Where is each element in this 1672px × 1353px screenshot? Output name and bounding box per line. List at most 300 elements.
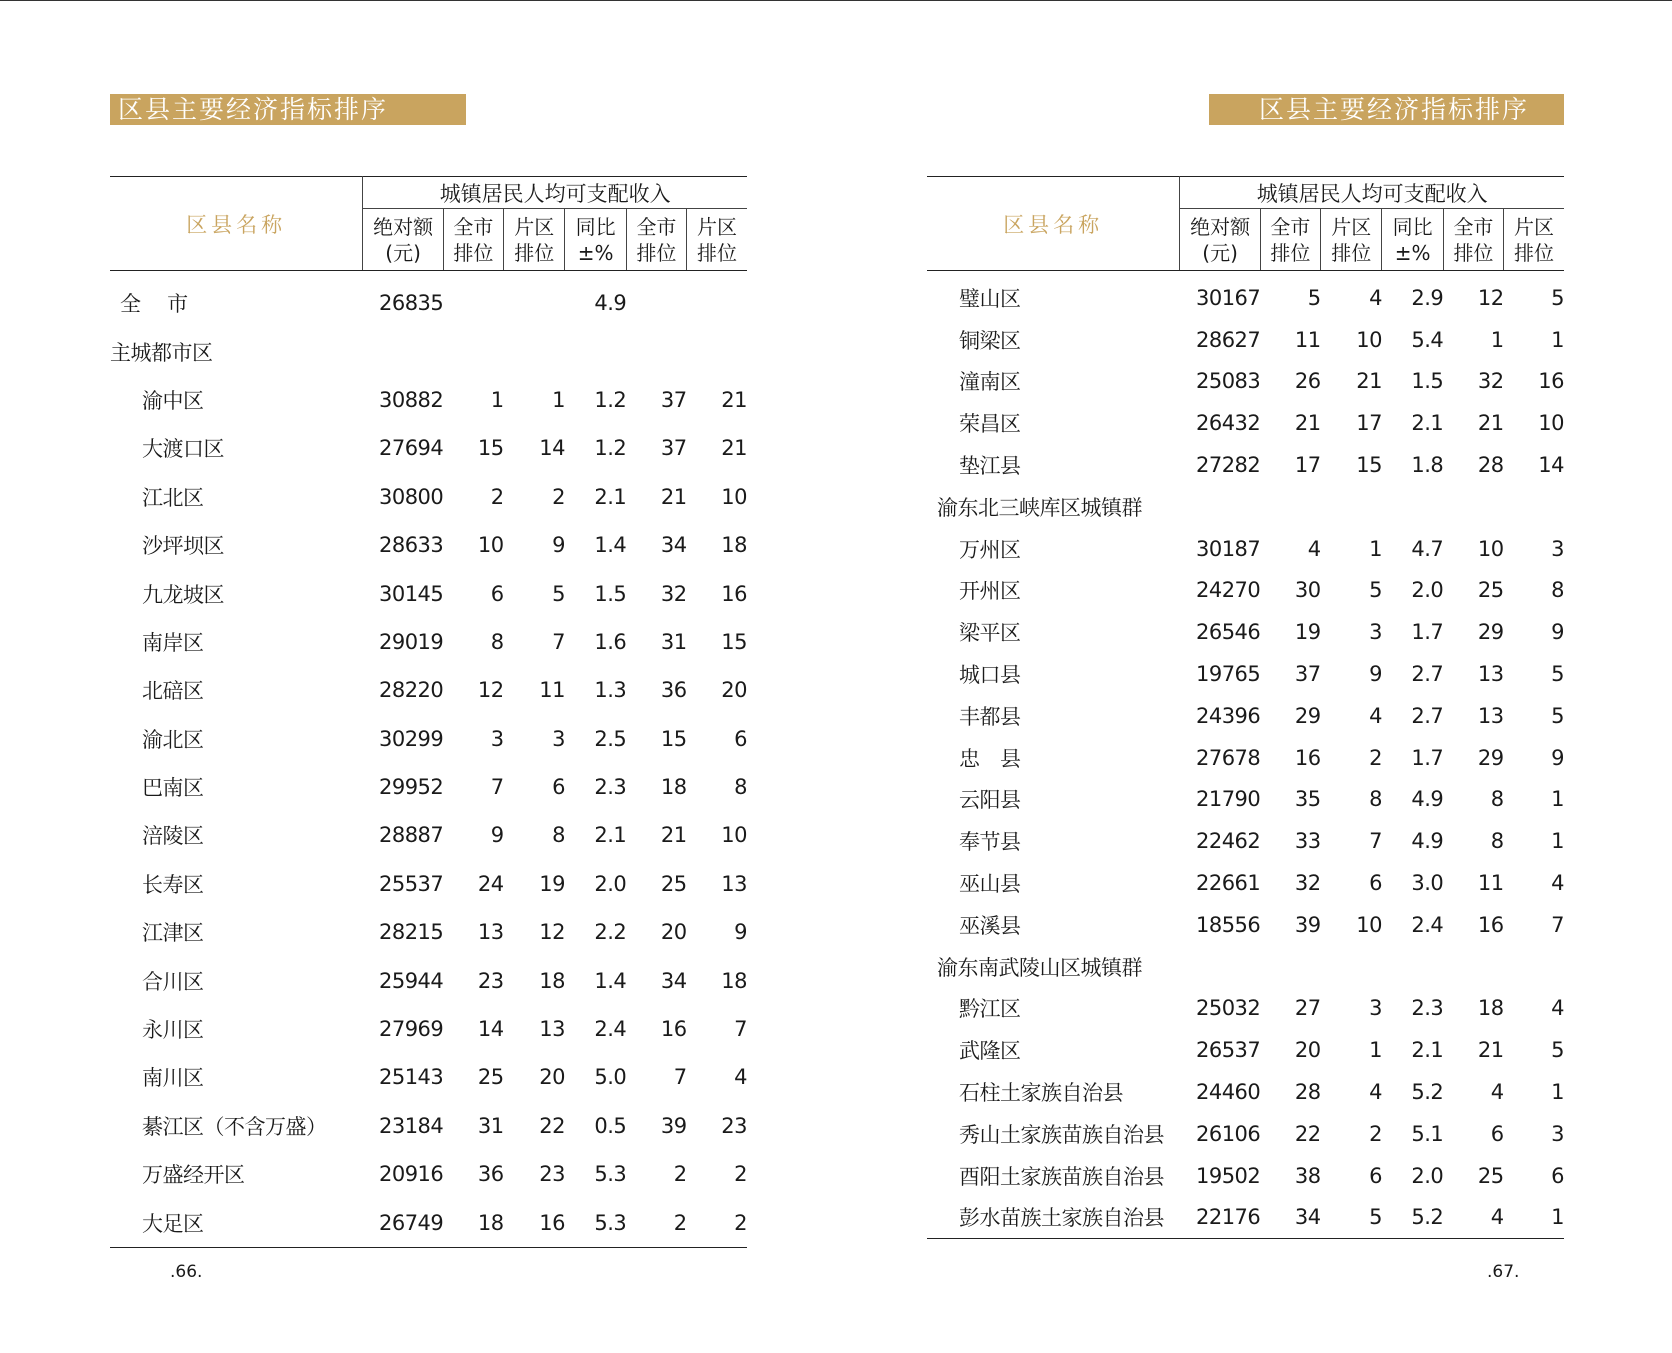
absolute-amount-cell — [1180, 946, 1260, 988]
city-rank-cell — [1260, 486, 1320, 528]
region-growth-rank-cell: 9 — [1551, 620, 1564, 645]
column-header-line: 排位 — [697, 240, 738, 265]
region-growth-rank-cell: 4 — [1551, 871, 1564, 896]
district-name-cell: 南川区 — [142, 1066, 204, 1091]
absolute-amount-cell: 28215 — [378, 920, 444, 945]
table-row — [110, 1150, 747, 1198]
table-body — [110, 271, 747, 1248]
city-growth-rank-cell: 21 — [1477, 411, 1504, 436]
region-rank-cell: 1 — [1369, 536, 1382, 561]
city-rank-cell: 19 — [1294, 620, 1321, 645]
absolute-amount-cell: 26749 — [378, 1210, 444, 1235]
absolute-amount-cell: 18556 — [1195, 912, 1261, 937]
indicator-group-header: 城镇居民人均可支配收入 — [1180, 177, 1564, 209]
region-growth-rank-cell: 10 — [1538, 411, 1564, 436]
region-growth-rank-cell: 1 — [1551, 327, 1564, 352]
absolute-amount-cell: 30167 — [1195, 285, 1261, 310]
city-growth-rank-cell — [626, 327, 686, 375]
table-row — [110, 1005, 747, 1053]
district-name-cell: 涪陵区 — [142, 824, 204, 849]
city-rank-cell — [443, 271, 503, 328]
district-name-cell: 万州区 — [959, 537, 1021, 562]
district-name-cell: 永川区 — [142, 1018, 204, 1043]
absolute-amount-cell: 27969 — [378, 1017, 444, 1042]
region-rank-cell: 3 — [552, 726, 565, 751]
yoy-change-cell: 4.9 — [1411, 787, 1444, 812]
column-header-line: 同比 — [1392, 214, 1433, 239]
district-name-cell: 渝北区 — [142, 727, 204, 752]
region-rank-cell: 2 — [1369, 745, 1382, 770]
city-growth-rank-cell: 11 — [1477, 871, 1504, 896]
city-rank-cell: 35 — [1294, 787, 1321, 812]
absolute-amount-cell: 28633 — [378, 533, 444, 558]
city-growth-rank-cell: 13 — [1477, 703, 1504, 728]
region-growth-rank-cell: 1 — [1551, 1205, 1564, 1230]
city-growth-rank-cell: 8 — [1490, 787, 1504, 812]
region-rank-cell: 13 — [539, 1017, 565, 1042]
absolute-amount-cell: 28887 — [378, 823, 444, 848]
yoy-change-cell — [1382, 946, 1443, 988]
absolute-amount-cell: 21790 — [1195, 787, 1261, 812]
city-rank-cell: 25 — [477, 1065, 504, 1090]
region-rank-cell: 7 — [1369, 829, 1382, 854]
absolute-amount-cell: 24270 — [1195, 578, 1261, 603]
yoy-change-cell: 5.2 — [1411, 1205, 1444, 1230]
table-row — [927, 361, 1564, 403]
region-growth-rank-cell: 20 — [721, 678, 747, 703]
absolute-amount-cell: 24460 — [1195, 1080, 1261, 1105]
district-name-cell: 璧山区 — [959, 286, 1021, 311]
table-row — [110, 1053, 747, 1101]
district-name-cell: 彭水苗族土家族自治县 — [959, 1206, 1164, 1231]
region-rank-cell: 21 — [1356, 369, 1382, 394]
city-growth-rank-cell: 7 — [673, 1065, 687, 1090]
region-growth-rank-cell — [1504, 486, 1564, 528]
city-rank-cell: 2 — [490, 484, 504, 509]
district-name-cell: 黔江区 — [959, 997, 1021, 1022]
table-row — [110, 521, 747, 569]
city-rank-cell: 3 — [490, 726, 504, 751]
city-rank-cell: 10 — [477, 533, 504, 558]
column-header-line: 全市 — [636, 214, 677, 239]
district-name-cell: 江北区 — [142, 485, 204, 510]
yoy-change-cell: 1.8 — [1411, 453, 1444, 478]
district-name-cell: 丰都县 — [959, 704, 1021, 729]
absolute-amount-cell: 26835 — [378, 291, 444, 316]
region-rank-cell: 19 — [539, 871, 565, 896]
column-header-line: 同比 — [575, 214, 616, 239]
region-growth-rank-cell: 16 — [721, 581, 747, 606]
district-name-cell: 万盛经开区 — [142, 1163, 245, 1188]
city-rank-cell: 1 — [490, 387, 504, 412]
absolute-amount-cell: 29019 — [378, 629, 444, 654]
region-rank-cell: 9 — [1369, 662, 1382, 687]
column-header-line: 绝对额 — [1190, 214, 1251, 239]
region-rank-cell: 3 — [1369, 996, 1382, 1021]
district-name-cell: 铜梁区 — [959, 328, 1021, 353]
city-rank-cell: 39 — [1294, 912, 1321, 937]
district-name-cell: 开州区 — [959, 579, 1021, 604]
city-rank-cell: 33 — [1294, 829, 1321, 854]
region-rank-cell: 2 — [552, 484, 565, 509]
table-row — [927, 862, 1564, 904]
yoy-change-cell: 1.7 — [1411, 745, 1444, 770]
column-header-line: 片区 — [1514, 214, 1555, 239]
region-growth-rank-cell: 13 — [721, 871, 747, 896]
district-name-cell: 酉阳土家族苗族自治县 — [959, 1164, 1164, 1189]
section-banner: 区县主要经济指标排序 — [110, 94, 466, 125]
yoy-change-cell: 2.2 — [594, 920, 627, 945]
table-row — [927, 1197, 1564, 1239]
yoy-change-cell: 2.1 — [594, 823, 627, 848]
absolute-amount-cell: 28627 — [1195, 327, 1261, 352]
absolute-amount-cell: 30187 — [1195, 536, 1261, 561]
district-name-cell: 巴南区 — [142, 776, 204, 801]
absolute-amount-cell: 26546 — [1195, 620, 1261, 645]
region-growth-rank-cell: 18 — [721, 968, 747, 993]
district-name-cell: 长寿区 — [142, 872, 204, 897]
city-rank-cell: 13 — [477, 920, 504, 945]
name-column-header: 区县名称 — [110, 177, 363, 271]
absolute-amount-cell: 27678 — [1195, 745, 1261, 770]
absolute-amount-cell: 26106 — [1195, 1121, 1261, 1146]
yoy-change-cell: 1.2 — [594, 436, 627, 461]
district-name-cell: 梁平区 — [959, 621, 1021, 646]
table-row — [110, 956, 747, 1004]
city-growth-rank-cell: 37 — [660, 436, 687, 461]
column-header-line: ±% — [577, 240, 614, 265]
region-growth-rank-cell: 1 — [1551, 787, 1564, 812]
column-header — [1504, 209, 1564, 271]
table-row — [927, 904, 1564, 946]
region-rank-cell: 8 — [552, 823, 565, 848]
indicator-group-header: 城镇居民人均可支配收入 — [363, 177, 747, 209]
absolute-amount-cell — [1180, 486, 1260, 528]
region-growth-rank-cell: 8 — [1551, 578, 1564, 603]
region-growth-rank-cell: 7 — [1551, 912, 1564, 937]
table-row — [927, 528, 1564, 570]
city-growth-rank-cell — [1443, 946, 1503, 988]
column-header-line: 排位 — [1514, 240, 1555, 265]
city-growth-rank-cell: 10 — [1477, 536, 1504, 561]
table-row — [927, 695, 1564, 737]
column-header-line: 全市 — [1453, 214, 1494, 239]
district-name-cell: 忠 县 — [959, 746, 1021, 771]
group-row — [110, 327, 747, 375]
region-rank-cell: 1 — [1369, 1038, 1382, 1063]
column-header-line: (元) — [1202, 240, 1238, 265]
district-name-cell: 武隆区 — [959, 1039, 1021, 1064]
column-header — [443, 209, 503, 271]
absolute-amount-cell: 27282 — [1195, 453, 1261, 478]
region-growth-rank-cell: 7 — [734, 1017, 747, 1042]
yoy-change-cell: 1.6 — [594, 629, 627, 654]
city-growth-rank-cell: 25 — [1477, 578, 1504, 603]
city-growth-rank-cell: 34 — [660, 968, 687, 993]
city-growth-rank-cell: 4 — [1490, 1080, 1504, 1105]
city-rank-cell: 30 — [1294, 578, 1321, 603]
column-header — [1260, 209, 1320, 271]
left-page — [110, 0, 760, 1353]
region-growth-rank-cell — [687, 327, 747, 375]
absolute-amount-cell: 27694 — [378, 436, 444, 461]
table-row — [110, 1198, 747, 1247]
region-growth-rank-cell: 5 — [1551, 662, 1564, 687]
city-growth-rank-cell: 12 — [1477, 285, 1504, 310]
district-name-cell: 巫山县 — [959, 872, 1021, 897]
region-growth-rank-cell: 8 — [734, 775, 747, 800]
yoy-change-cell: 2.1 — [1411, 411, 1444, 436]
region-rank-cell: 6 — [1369, 1163, 1382, 1188]
column-header — [504, 209, 565, 271]
city-growth-rank-cell: 36 — [660, 678, 687, 703]
absolute-amount-cell: 30145 — [378, 581, 444, 606]
absolute-amount-cell: 25083 — [1195, 369, 1261, 394]
absolute-amount-cell: 25944 — [378, 968, 444, 993]
city-rank-cell: 36 — [477, 1162, 504, 1187]
column-header-line: 全市 — [1270, 214, 1311, 239]
city-rank-cell: 28 — [1294, 1080, 1321, 1105]
absolute-amount-cell: 20916 — [378, 1162, 444, 1187]
city-growth-rank-cell: 28 — [1477, 453, 1504, 478]
region-rank-cell: 9 — [552, 533, 565, 558]
yoy-change-cell: 4.9 — [594, 291, 627, 316]
page-number: .67. — [1487, 1262, 1520, 1282]
absolute-amount-cell: 22176 — [1195, 1205, 1261, 1230]
yoy-change-cell: 1.4 — [594, 533, 627, 558]
city-growth-rank-cell: 4 — [1490, 1205, 1504, 1230]
district-name-cell: 石柱土家族自治县 — [959, 1081, 1123, 1106]
city-growth-rank-cell: 16 — [660, 1017, 687, 1042]
column-header — [687, 209, 747, 271]
city-growth-rank-cell: 34 — [660, 533, 687, 558]
absolute-amount-cell: 28220 — [378, 678, 444, 703]
column-header — [1180, 209, 1260, 271]
absolute-amount-cell: 22462 — [1195, 829, 1261, 854]
table-row — [110, 811, 747, 859]
region-growth-rank-cell: 1 — [1551, 1080, 1564, 1105]
district-name-cell: 綦江区（不含万盛） — [142, 1114, 327, 1139]
absolute-amount-cell — [363, 327, 443, 375]
yoy-change-cell — [565, 327, 626, 375]
yoy-change-cell: 2.1 — [1411, 1038, 1444, 1063]
table-row — [927, 1155, 1564, 1197]
absolute-amount-cell: 25032 — [1195, 996, 1261, 1021]
region-rank-cell — [504, 271, 565, 328]
city-growth-rank-cell — [1443, 486, 1503, 528]
region-rank-cell: 15 — [1356, 453, 1382, 478]
city-growth-rank-cell: 39 — [660, 1113, 687, 1138]
district-name-cell: 垫江县 — [959, 454, 1021, 479]
district-name-cell: 城口县 — [959, 663, 1021, 688]
yoy-change-cell: 1.5 — [594, 581, 627, 606]
region-rank-cell: 11 — [539, 678, 565, 703]
district-name-cell: 合川区 — [142, 969, 204, 994]
yoy-change-cell: 2.4 — [594, 1017, 627, 1042]
city-growth-rank-cell: 2 — [673, 1162, 687, 1187]
yoy-change-cell: 5.2 — [1411, 1080, 1444, 1105]
absolute-amount-cell: 25537 — [378, 871, 444, 896]
column-header-line: 排位 — [1270, 240, 1311, 265]
table-row — [110, 618, 747, 666]
district-name-cell: 江津区 — [142, 921, 204, 946]
page-number: .66. — [170, 1262, 203, 1282]
region-growth-rank-cell — [687, 271, 747, 328]
city-growth-rank-cell: 31 — [660, 629, 687, 654]
district-name-cell: 九龙坡区 — [142, 582, 224, 607]
yoy-change-cell: 5.3 — [594, 1210, 627, 1235]
city-rank-cell: 21 — [1294, 411, 1321, 436]
table-row — [927, 737, 1564, 779]
yoy-change-cell: 5.0 — [594, 1065, 627, 1090]
region-rank-cell: 6 — [552, 775, 565, 800]
region-growth-rank-cell: 14 — [1538, 453, 1564, 478]
table-row — [927, 1071, 1564, 1113]
region-rank-cell: 10 — [1356, 327, 1382, 352]
city-growth-rank-cell: 13 — [1477, 662, 1504, 687]
yoy-change-cell: 4.9 — [1411, 829, 1444, 854]
city-rank-cell: 5 — [1307, 285, 1321, 310]
district-name-cell: 全 市 — [120, 292, 188, 317]
income-ranking-table — [110, 176, 747, 1248]
city-rank-cell: 26 — [1294, 369, 1321, 394]
yoy-change-cell: 2.3 — [1411, 996, 1444, 1021]
yoy-change-cell: 5.4 — [1411, 327, 1444, 352]
city-rank-cell: 32 — [1294, 871, 1321, 896]
region-rank-cell: 6 — [1369, 871, 1382, 896]
column-header — [1382, 209, 1443, 271]
yoy-change-cell: 1.2 — [594, 387, 627, 412]
city-rank-cell: 27 — [1294, 996, 1321, 1021]
table-row — [927, 444, 1564, 486]
yoy-change-cell: 2.3 — [594, 775, 627, 800]
region-growth-rank-cell: 6 — [1551, 1163, 1564, 1188]
column-header-line: 片区 — [697, 214, 738, 239]
city-growth-rank-cell: 29 — [1477, 745, 1504, 770]
city-rank-cell: 17 — [1294, 453, 1321, 478]
region-rank-cell: 4 — [1369, 285, 1382, 310]
yoy-change-cell: 0.5 — [594, 1113, 627, 1138]
yoy-change-cell: 2.7 — [1411, 662, 1444, 687]
column-header-line: 排位 — [1453, 240, 1494, 265]
region-growth-rank-cell: 9 — [1551, 745, 1564, 770]
absolute-amount-cell: 19765 — [1195, 662, 1261, 687]
table-row — [110, 763, 747, 811]
region-rank-cell: 14 — [539, 436, 565, 461]
district-name-cell: 奉节县 — [959, 830, 1021, 855]
column-header — [363, 209, 443, 271]
city-rank-cell: 22 — [1294, 1121, 1321, 1146]
city-growth-rank-cell: 8 — [1490, 829, 1504, 854]
column-header-line: 片区 — [1331, 214, 1372, 239]
region-rank-cell: 4 — [1369, 703, 1382, 728]
city-growth-rank-cell: 6 — [1490, 1121, 1504, 1146]
region-growth-rank-cell: 21 — [721, 436, 747, 461]
table-row — [110, 860, 747, 908]
city-rank-cell: 24 — [477, 871, 504, 896]
column-header — [626, 209, 686, 271]
column-header-line: 绝对额 — [373, 214, 434, 239]
city-growth-rank-cell: 16 — [1477, 912, 1504, 937]
region-growth-rank-cell: 16 — [1538, 369, 1564, 394]
column-header-line: 片区 — [514, 214, 555, 239]
region-rank-cell: 3 — [1369, 620, 1382, 645]
table-row — [927, 319, 1564, 361]
absolute-amount-cell: 30800 — [378, 484, 444, 509]
region-growth-rank-cell: 5 — [1551, 1038, 1564, 1063]
region-growth-rank-cell: 6 — [734, 726, 747, 751]
region-growth-rank-cell — [1504, 946, 1564, 988]
table-row — [110, 715, 747, 763]
region-rank-cell: 17 — [1356, 411, 1382, 436]
city-growth-rank-cell: 25 — [660, 871, 687, 896]
yoy-change-cell: 2.0 — [1411, 578, 1444, 603]
yoy-change-cell: 5.1 — [1411, 1121, 1444, 1146]
city-growth-rank-cell: 1 — [1490, 327, 1504, 352]
yoy-change-cell — [1382, 486, 1443, 528]
district-name-cell: 渝东南武陵山区城镇群 — [937, 955, 1142, 980]
region-growth-rank-cell: 18 — [721, 533, 747, 558]
right-page — [927, 0, 1577, 1353]
region-rank-cell: 16 — [539, 1210, 565, 1235]
yoy-change-cell: 1.7 — [1411, 620, 1444, 645]
yoy-change-cell: 2.5 — [594, 726, 627, 751]
city-rank-cell: 37 — [1294, 662, 1321, 687]
column-header-line: (元) — [385, 240, 421, 265]
yoy-change-cell: 1.3 — [594, 678, 627, 703]
region-rank-cell: 12 — [539, 920, 565, 945]
table-row — [110, 376, 747, 424]
yoy-change-cell: 2.7 — [1411, 703, 1444, 728]
absolute-amount-cell: 26432 — [1195, 411, 1261, 436]
district-name-cell: 大足区 — [142, 1211, 204, 1236]
table-row — [927, 402, 1564, 444]
city-growth-rank-cell: 20 — [660, 920, 687, 945]
group-row — [927, 946, 1564, 988]
table-row — [927, 1113, 1564, 1155]
region-rank-cell — [1321, 486, 1382, 528]
region-rank-cell — [504, 327, 565, 375]
district-name-cell: 渝东北三峡库区城镇群 — [937, 495, 1142, 520]
city-rank-cell: 8 — [490, 629, 504, 654]
region-growth-rank-cell: 5 — [1551, 285, 1564, 310]
region-growth-rank-cell: 1 — [1551, 829, 1564, 854]
region-growth-rank-cell: 10 — [721, 484, 747, 509]
column-header-line: 全市 — [453, 214, 494, 239]
city-rank-cell: 7 — [490, 775, 504, 800]
yoy-change-cell: 3.0 — [1411, 871, 1444, 896]
absolute-amount-cell: 22661 — [1195, 871, 1261, 896]
city-growth-rank-cell: 37 — [660, 387, 687, 412]
region-rank-cell: 4 — [1369, 1080, 1382, 1105]
city-rank-cell: 18 — [477, 1210, 504, 1235]
absolute-amount-cell: 30299 — [378, 726, 444, 751]
district-name-cell: 北碚区 — [142, 679, 204, 704]
section-banner: 区县主要经济指标排序 — [1209, 94, 1564, 125]
city-rank-cell: 29 — [1294, 703, 1321, 728]
region-rank-cell: 8 — [1369, 787, 1382, 812]
table-row — [927, 1029, 1564, 1071]
city-growth-rank-cell: 32 — [660, 581, 687, 606]
table-row — [110, 908, 747, 956]
district-name-cell: 云阳县 — [959, 788, 1021, 813]
yoy-change-cell: 2.0 — [594, 871, 627, 896]
city-rank-cell — [1260, 946, 1320, 988]
city-growth-rank-cell: 25 — [1477, 1163, 1504, 1188]
city-rank-cell: 20 — [1294, 1038, 1321, 1063]
absolute-amount-cell: 25143 — [378, 1065, 444, 1090]
region-growth-rank-cell: 4 — [734, 1065, 747, 1090]
